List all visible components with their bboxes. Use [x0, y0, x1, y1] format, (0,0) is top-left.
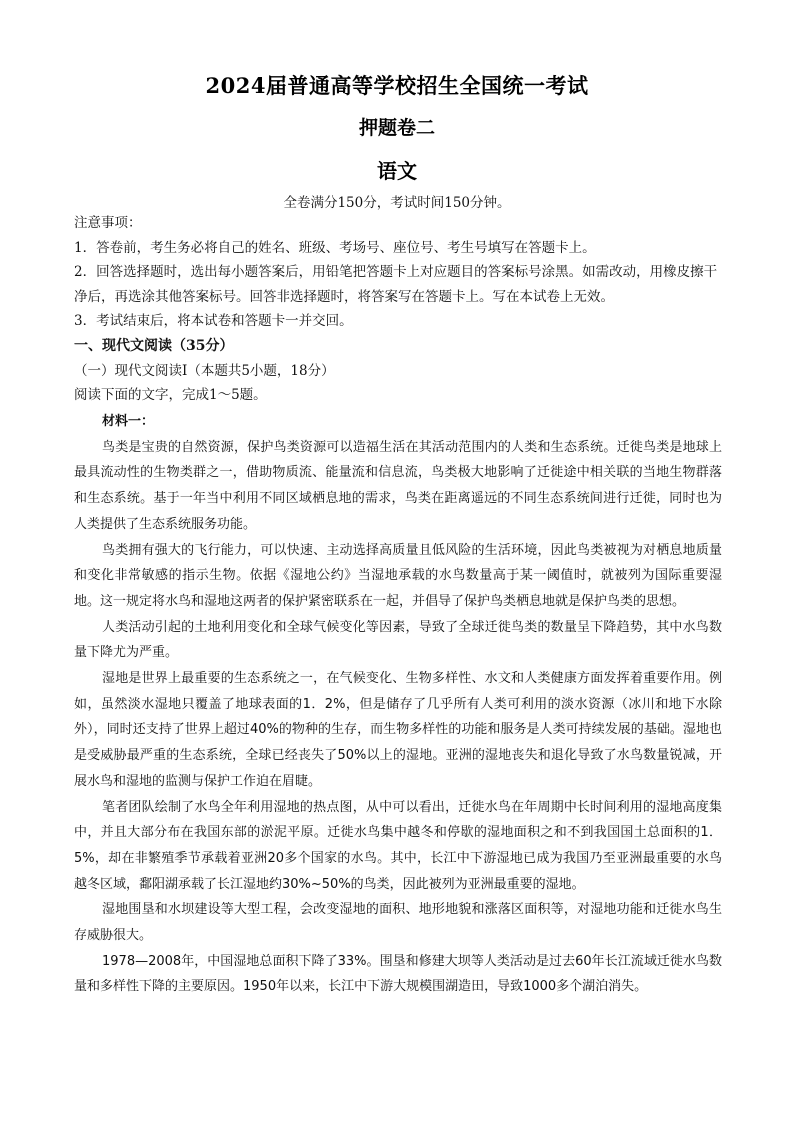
note-item-1: 1．答卷前，考生务必将自己的姓名、班级、考场号、座位号、考生号填写在答题卡上。	[74, 239, 596, 256]
material-paragraph-4: 湿地是世界上最重要的生态系统之一，在气候变化、生物多样性、水文和人类健康方面发挥着重要作用。例如，虽然淡水湿地只覆盖了地球表面的1．2%，但是储存了几乎所有人类可利用的淡水资源（冰川和地下水除外），同时还支持了世界上超过40%的物种的生存，而生物多样性的功能和服务是人类可持续发展的基础。湿地也是受威胁最严重的生态系统，全球已经丧失了50%以上的湿地。亚洲的湿地丧失和退化导致了水鸟数量锐减，开展水鸟和湿地的监测与保护工作迫在眉睫。	[74, 671, 722, 789]
material-paragraph-3: 人类活动引起的土地利用变化和全球气候变化等因素，导致了全球迁徙鸟类的数量呈下降趋势，其中水鸟数量下降尤为严重。	[74, 619, 722, 661]
section-subheading: （一）现代文阅读Ⅰ（本题共5小题，18分）	[74, 362, 335, 379]
material-paragraph-6: 湿地围垦和水坝建设等大型工程，会改变湿地的面积、地形地貌和涨落区面积等，对湿地功能和迁徙水鸟生存威胁很大。	[74, 902, 722, 944]
note-item-3: 3．考试结束后，将本试卷和答题卡一并交回。	[74, 313, 353, 330]
material-paragraph-5: 笔者团队绘制了水鸟全年利用湿地的热点图，从中可以看出，迁徙水鸟在年周期中长时间利用的湿地高度集中，并且大部分布在我国东部的淤泥平原。迁徙水鸟集中越冬和停歇的湿地面积之和不到我国国土总面积的1．5%，却在非繁殖季节承载着亚洲20多个国家的水鸟。其中，长江中下游湿地已成为我国乃至亚洲最重要的水鸟越冬区域，鄱阳湖承载了长江湿地约30%~50%的鸟类，因此被列为亚洲最重要的湿地。	[74, 799, 722, 892]
notes-block	[74, 211, 722, 408]
material-paragraph-7: 1978—2008年，中国湿地总面积下降了33%。围垦和修建大坝等人类活动是过去60年长江流域迁徙水鸟数量和多样性下降的主要原因。1950年以来，长江中下游大规模围湖造田，导致1000多个湖泊消失。	[74, 953, 722, 995]
section-heading: 一、现代文阅读（35分）	[74, 337, 234, 354]
material-paragraph-1: 鸟类是宝贵的自然资源，保护鸟类资源可以造福生活在其活动范围内的人类和生态系统。迁徙鸟类是地球上最具流动性的生物类群之一，借助物质流、能量流和信息流，鸟类极大地影响了迁徙途中相关联的当地生物群落和生态系统。基于一年当中利用不同区域栖息地的需求，鸟类在距离遥远的不同生态系统间进行迁徙，同时也为人类提供了生态系统服务功能。	[74, 439, 722, 532]
exam-info: 全卷满分150分，考试时间150分钟。	[283, 195, 511, 211]
section-instruction: 阅读下面的文字，完成1～5题。	[74, 387, 267, 404]
material-label: 材料一：	[102, 414, 155, 429]
exam-title: 2024届普通高等学校招生全国统一考试	[205, 73, 589, 98]
notes-heading: 注意事项：	[74, 215, 142, 231]
note-item-2: 2．回答选择题时，选出每小题答案后，用铅笔把答题卡上对应题目的答案标号涂黑。如需改动，用橡皮擦干净后，再选涂其他答案标号。回答非选择题时，将答案写在答题卡上。写在本试卷上无效。	[74, 264, 718, 305]
paper-name: 押题卷二	[358, 117, 435, 139]
material-paragraph-2: 鸟类拥有强大的飞行能力，可以快速、主动选择高质量且低风险的生活环境，因此鸟类被视为对栖息地质量和变化非常敏感的指示生物。依据《湿地公约》当湿地承载的水鸟数量高于某一阈值时，就被列为国际重要湿地。这一规定将水鸟和湿地这两者的保护紧密联系在一起，并倡导了保护鸟类栖息地就是保护鸟类的思想。	[74, 542, 722, 609]
subject-name: 语文	[377, 159, 417, 183]
material-one	[74, 409, 722, 1000]
